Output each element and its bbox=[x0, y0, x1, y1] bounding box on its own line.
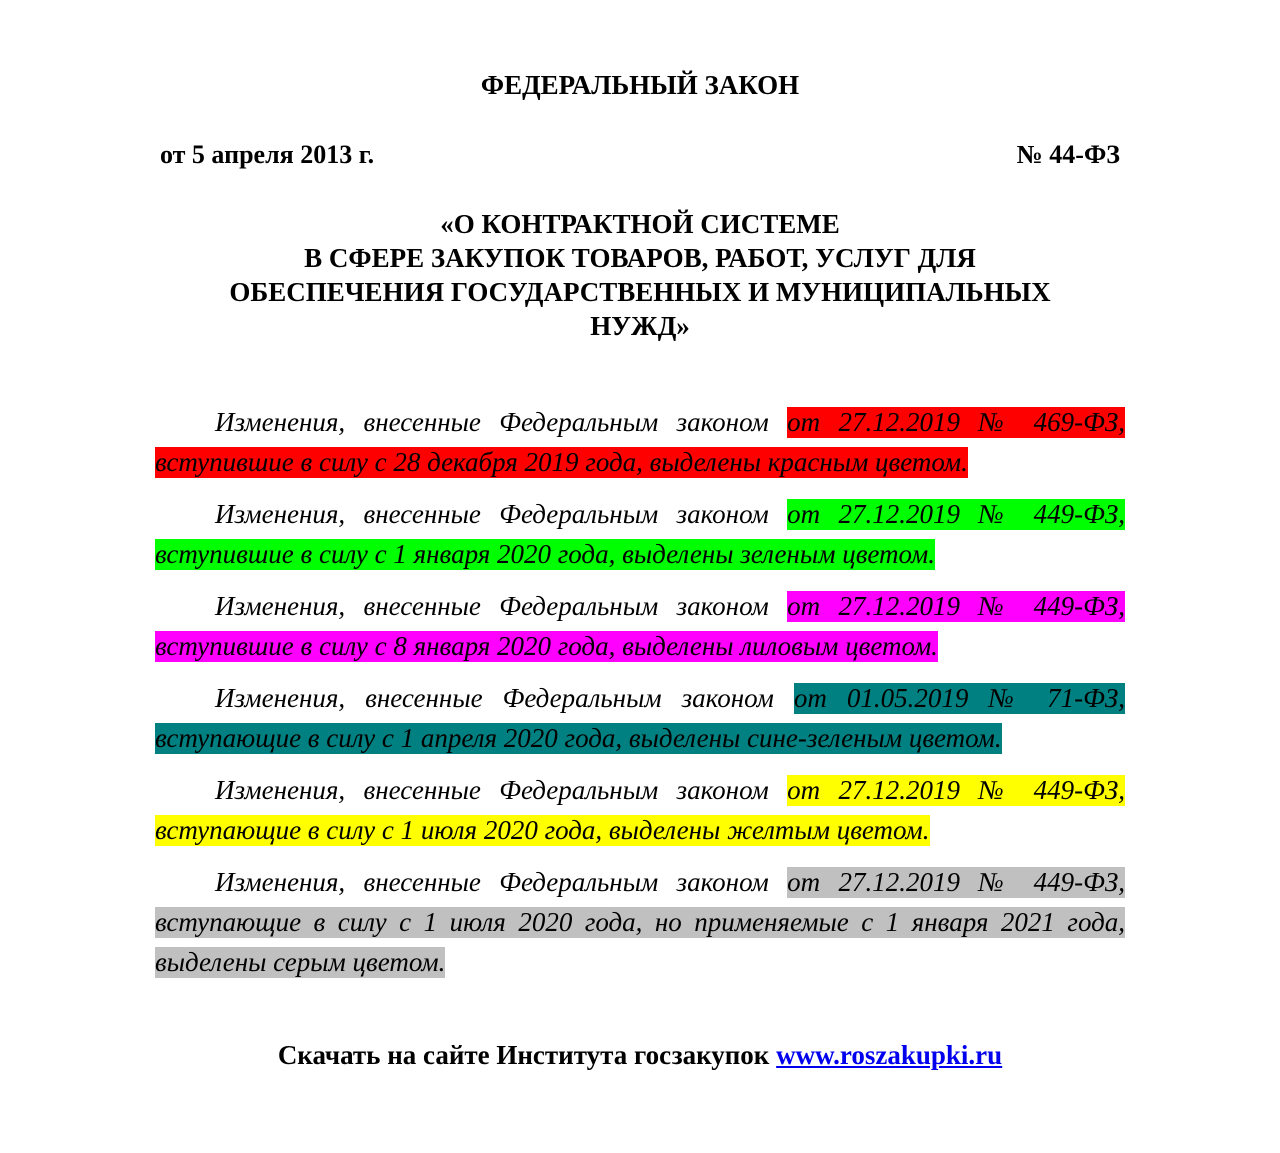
law-name-line: НУЖД» bbox=[590, 311, 690, 341]
law-name-line: ОБЕСПЕЧЕНИЯ ГОСУДАРСТВЕННЫХ И МУНИЦИПАЛЬНЫХ bbox=[229, 277, 1051, 307]
law-name bbox=[140, 207, 1140, 343]
note-prefix: Изменения, внесенные Федеральным законом bbox=[215, 499, 788, 529]
law-number: № 44-ФЗ bbox=[1016, 140, 1120, 169]
amendment-note-red bbox=[155, 402, 1125, 482]
note-prefix: Изменения, внесенные Федеральным законом bbox=[215, 407, 788, 437]
note-prefix: Изменения, внесенные Федеральным законом bbox=[215, 775, 788, 805]
note-prefix: Изменения, внесенные Федеральным законом bbox=[215, 867, 788, 897]
note-prefix: Изменения, внесенные Федеральным законом bbox=[215, 591, 788, 621]
law-date: от 5 апреля 2013 г. bbox=[160, 140, 375, 169]
note-prefix: Изменения, внесенные Федеральным законом bbox=[215, 683, 794, 713]
amendment-note-yellow bbox=[155, 770, 1125, 850]
highlight-gray: от 27.12.2019 № 449-ФЗ, вступающие в силу с 1 июля 2020 года, но применяемые с 1 января 2021 года, выделены серым цветом. bbox=[155, 867, 1126, 977]
amendment-notes bbox=[155, 402, 1125, 994]
amendment-note-magenta bbox=[155, 586, 1125, 666]
law-name-line: В СФЕРЕ ЗАКУПОК ТОВАРОВ, РАБОТ, УСЛУГ ДЛЯ bbox=[304, 243, 976, 273]
highlight-teal: от 01.05.2019 № 71-ФЗ, вступающие в силу с 1 апреля 2020 года, выделены сине-зеленым цветом. bbox=[155, 683, 1126, 753]
download-text: Скачать на сайте Института госзакупок bbox=[277, 1040, 777, 1070]
roszakupki-link[interactable]: www.roszakupki.ru bbox=[776, 1040, 1003, 1070]
amendment-note-teal bbox=[155, 678, 1125, 758]
highlight-magenta: от 27.12.2019 № 449-ФЗ, вступившие в силу с 8 января 2020 года, выделены лиловым цветом. bbox=[155, 591, 1126, 661]
highlight-green: от 27.12.2019 № 449-ФЗ, вступившие в силу с 1 января 2020 года, выделены зеленым цветом. bbox=[155, 499, 1126, 569]
highlight-yellow: от 27.12.2019 № 449-ФЗ, вступающие в силу с 1 июля 2020 года, выделены желтым цветом. bbox=[155, 775, 1126, 845]
highlight-red: от 27.12.2019 № 469-ФЗ, вступившие в силу с 28 декабря 2019 года, выделены красным цветом. bbox=[155, 407, 1126, 477]
amendment-note-gray bbox=[155, 862, 1125, 982]
amendment-note-green bbox=[155, 494, 1125, 574]
download-line bbox=[0, 1038, 1280, 1072]
document-type-title: ФЕДЕРАЛЬНЫЙ ЗАКОН bbox=[480, 70, 800, 100]
law-name-line: «О КОНТРАКТНОЙ СИСТЕМЕ bbox=[440, 209, 840, 239]
